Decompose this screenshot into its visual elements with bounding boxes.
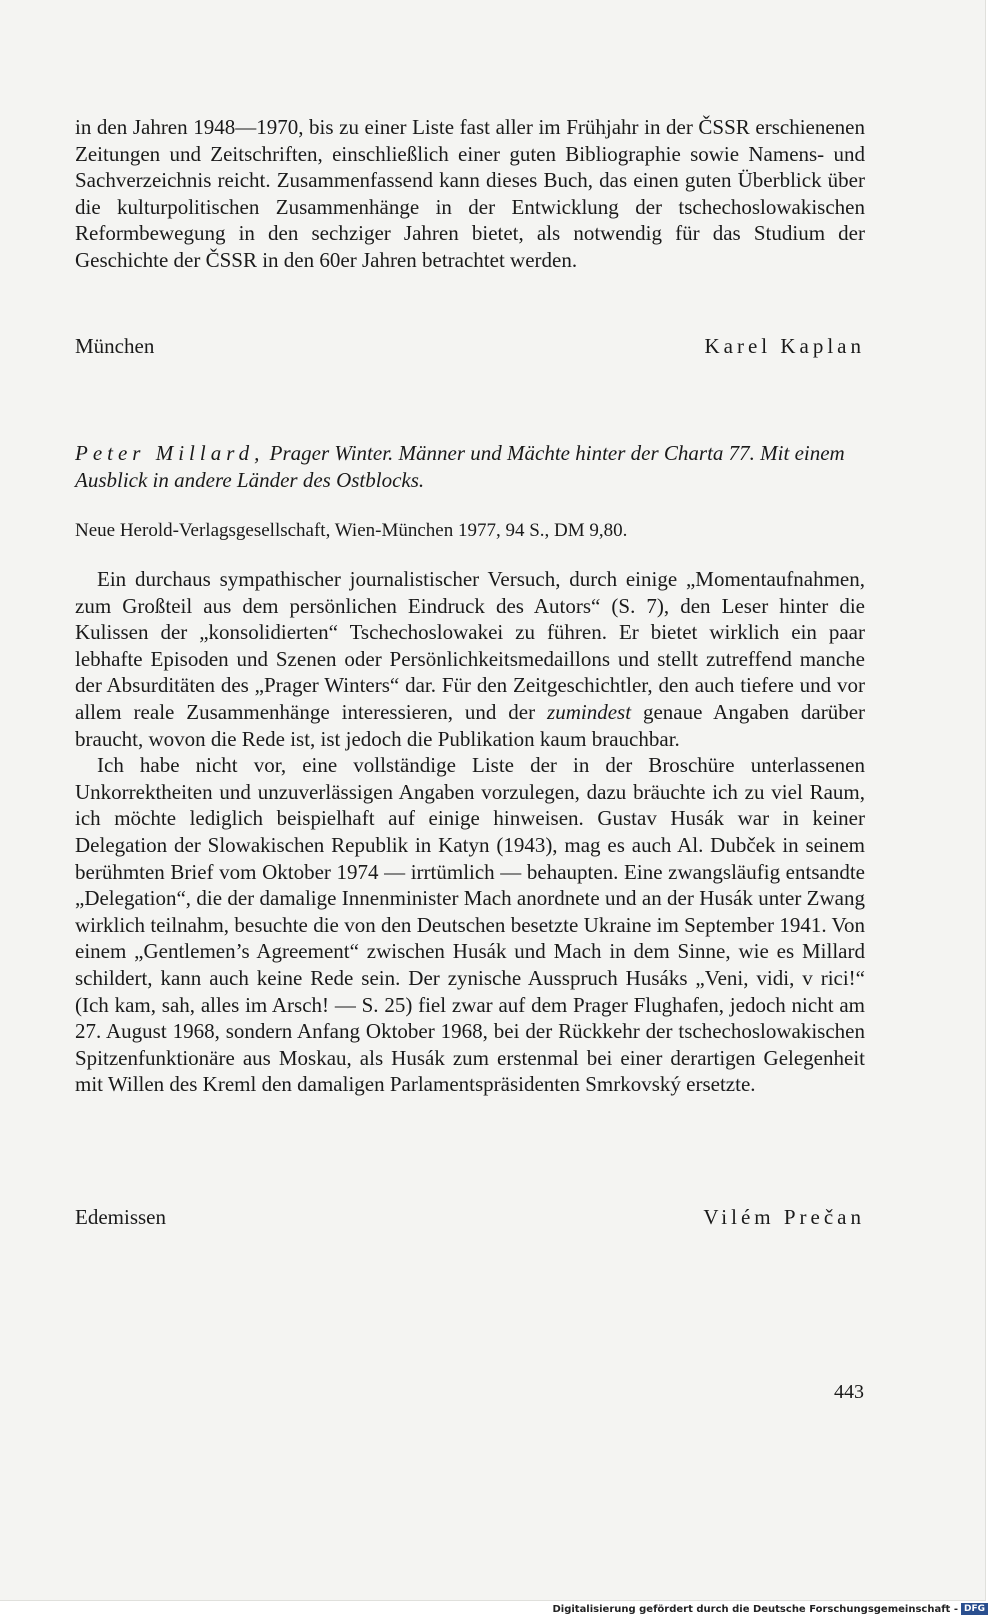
page-number: 443 bbox=[834, 1381, 864, 1403]
review-author: Peter Millard, bbox=[75, 441, 265, 465]
intro-paragraph bbox=[75, 114, 865, 274]
review-paragraph-1-part2: genaue Angaben darüber braucht, wovon die Rede ist, ist jedoch die Publikation kaum brauchbar. bbox=[75, 699, 866, 751]
review-paragraph-1-emphasis: zumindest bbox=[547, 699, 632, 724]
review-paragraph-1-part1: Ein durchaus sympathischer journalistischer Versuch, durch einige „Momentaufnahmen, zum Großteil aus dem persönlichen Eindruck des Autors“ (S. 7), den Leser hinter die Kulissen der „konsolidierten“ Tschechoslowakei zu führen. Er bietet wirklich ein paar lebhafte Episoden und Szenen oder Persönlichkeitsmedaillons und stellt zutreffend manche der Absurditäten des „Prager Winters“ dar. Für den Zeitgeschichtler, den auch tiefere und vor allem reale Zusammenhänge interessieren, und der bbox=[75, 567, 865, 724]
signature-place: München bbox=[75, 334, 155, 358]
signature-precan bbox=[75, 1205, 865, 1230]
digitization-footer bbox=[552, 1603, 988, 1615]
intro-paragraph-text: in den Jahren 1948—1970, bis zu einer Liste fast aller im Frühjahr in der ČSSR erschienenen Zeitungen und Zeitschriften, einschließlich einer guten Bibliographie sowie Namens- und Sachverzeichnis reicht. Zusammenfassend kann dieses Buch, das einen guten Überblick über die kulturpolitischen Zusammenhänge in der Entwicklung der tschechoslowakischen Reformbewegung in den sechziger Jahren bietet, als notwendig für das Studium der Geschichte der ČSSR in den 60er Jahren betrachtet werden. bbox=[75, 115, 865, 272]
signature-kaplan bbox=[75, 334, 865, 359]
review-body bbox=[75, 566, 865, 1098]
review-title: Prager Winter. Männer und Mächte hinter der Charta 77. Mit einem Ausblick in andere Länder des Ostblocks. bbox=[75, 441, 845, 492]
signature-author: Vilém Prečan bbox=[703, 1205, 865, 1229]
dfg-logo: DFG bbox=[961, 1603, 988, 1615]
signature-author: Karel Kaplan bbox=[704, 334, 865, 358]
review-heading bbox=[75, 440, 865, 494]
publisher-line: Neue Herold-Verlagsgesellschaft, Wien-München 1977, 94 S., DM 9,80. bbox=[75, 520, 628, 541]
footer-text: Digitalisierung gefördert durch die Deutsche Forschungsgemeinschaft - bbox=[552, 1603, 958, 1615]
review-paragraph-2: Ich habe nicht vor, eine vollständige Liste der in der Broschüre unterlassenen Unkorrektheiten und unzuverlässigen Angaben vorzulegen, dazu bräuchte ich zu viel Raum, ich möchte lediglich beispielhaft auf einige hinweisen. Gustav Husák war in keiner Delegation der Slowakischen Republik in Katyn (1943), mag es auch Al. Dubček in seinem berühmten Brief vom Oktober 1974 — irrtümlich — behaupten. Eine zwangsläufig entsandte „Delegation“, die der damalige Innenminister Mach anordnete und an der Husák unter Zwang wirklich teilnahm, besuchte die von den Deutschen besetzte Ukraine im September 1941. Von einem „Gentlemen’s Agreement“ zwischen Husák und Mach in dem Sinne, wie es Millard schildert, kann auch keine Rede sein. Der zynische Ausspruch Husáks „Veni, vidi, v rici!“ (Ich kam, sah, alles im Arsch! — S. 25) fiel zwar auf dem Prager Flughafen, jedoch nicht am 27. August 1968, sondern Anfang Oktober 1968, bei der Rückkehr der tschechoslowakischen Spitzenfunktionäre aus Moskau, als Husák zum erstenmal bei einer derartigen Gelegenheit mit Willen des Kreml den damaligen Parlamentspräsidenten Smrkovský ersetzte. bbox=[75, 753, 865, 1097]
review-paragraph-1 bbox=[75, 566, 865, 752]
signature-place: Edemissen bbox=[75, 1205, 166, 1229]
